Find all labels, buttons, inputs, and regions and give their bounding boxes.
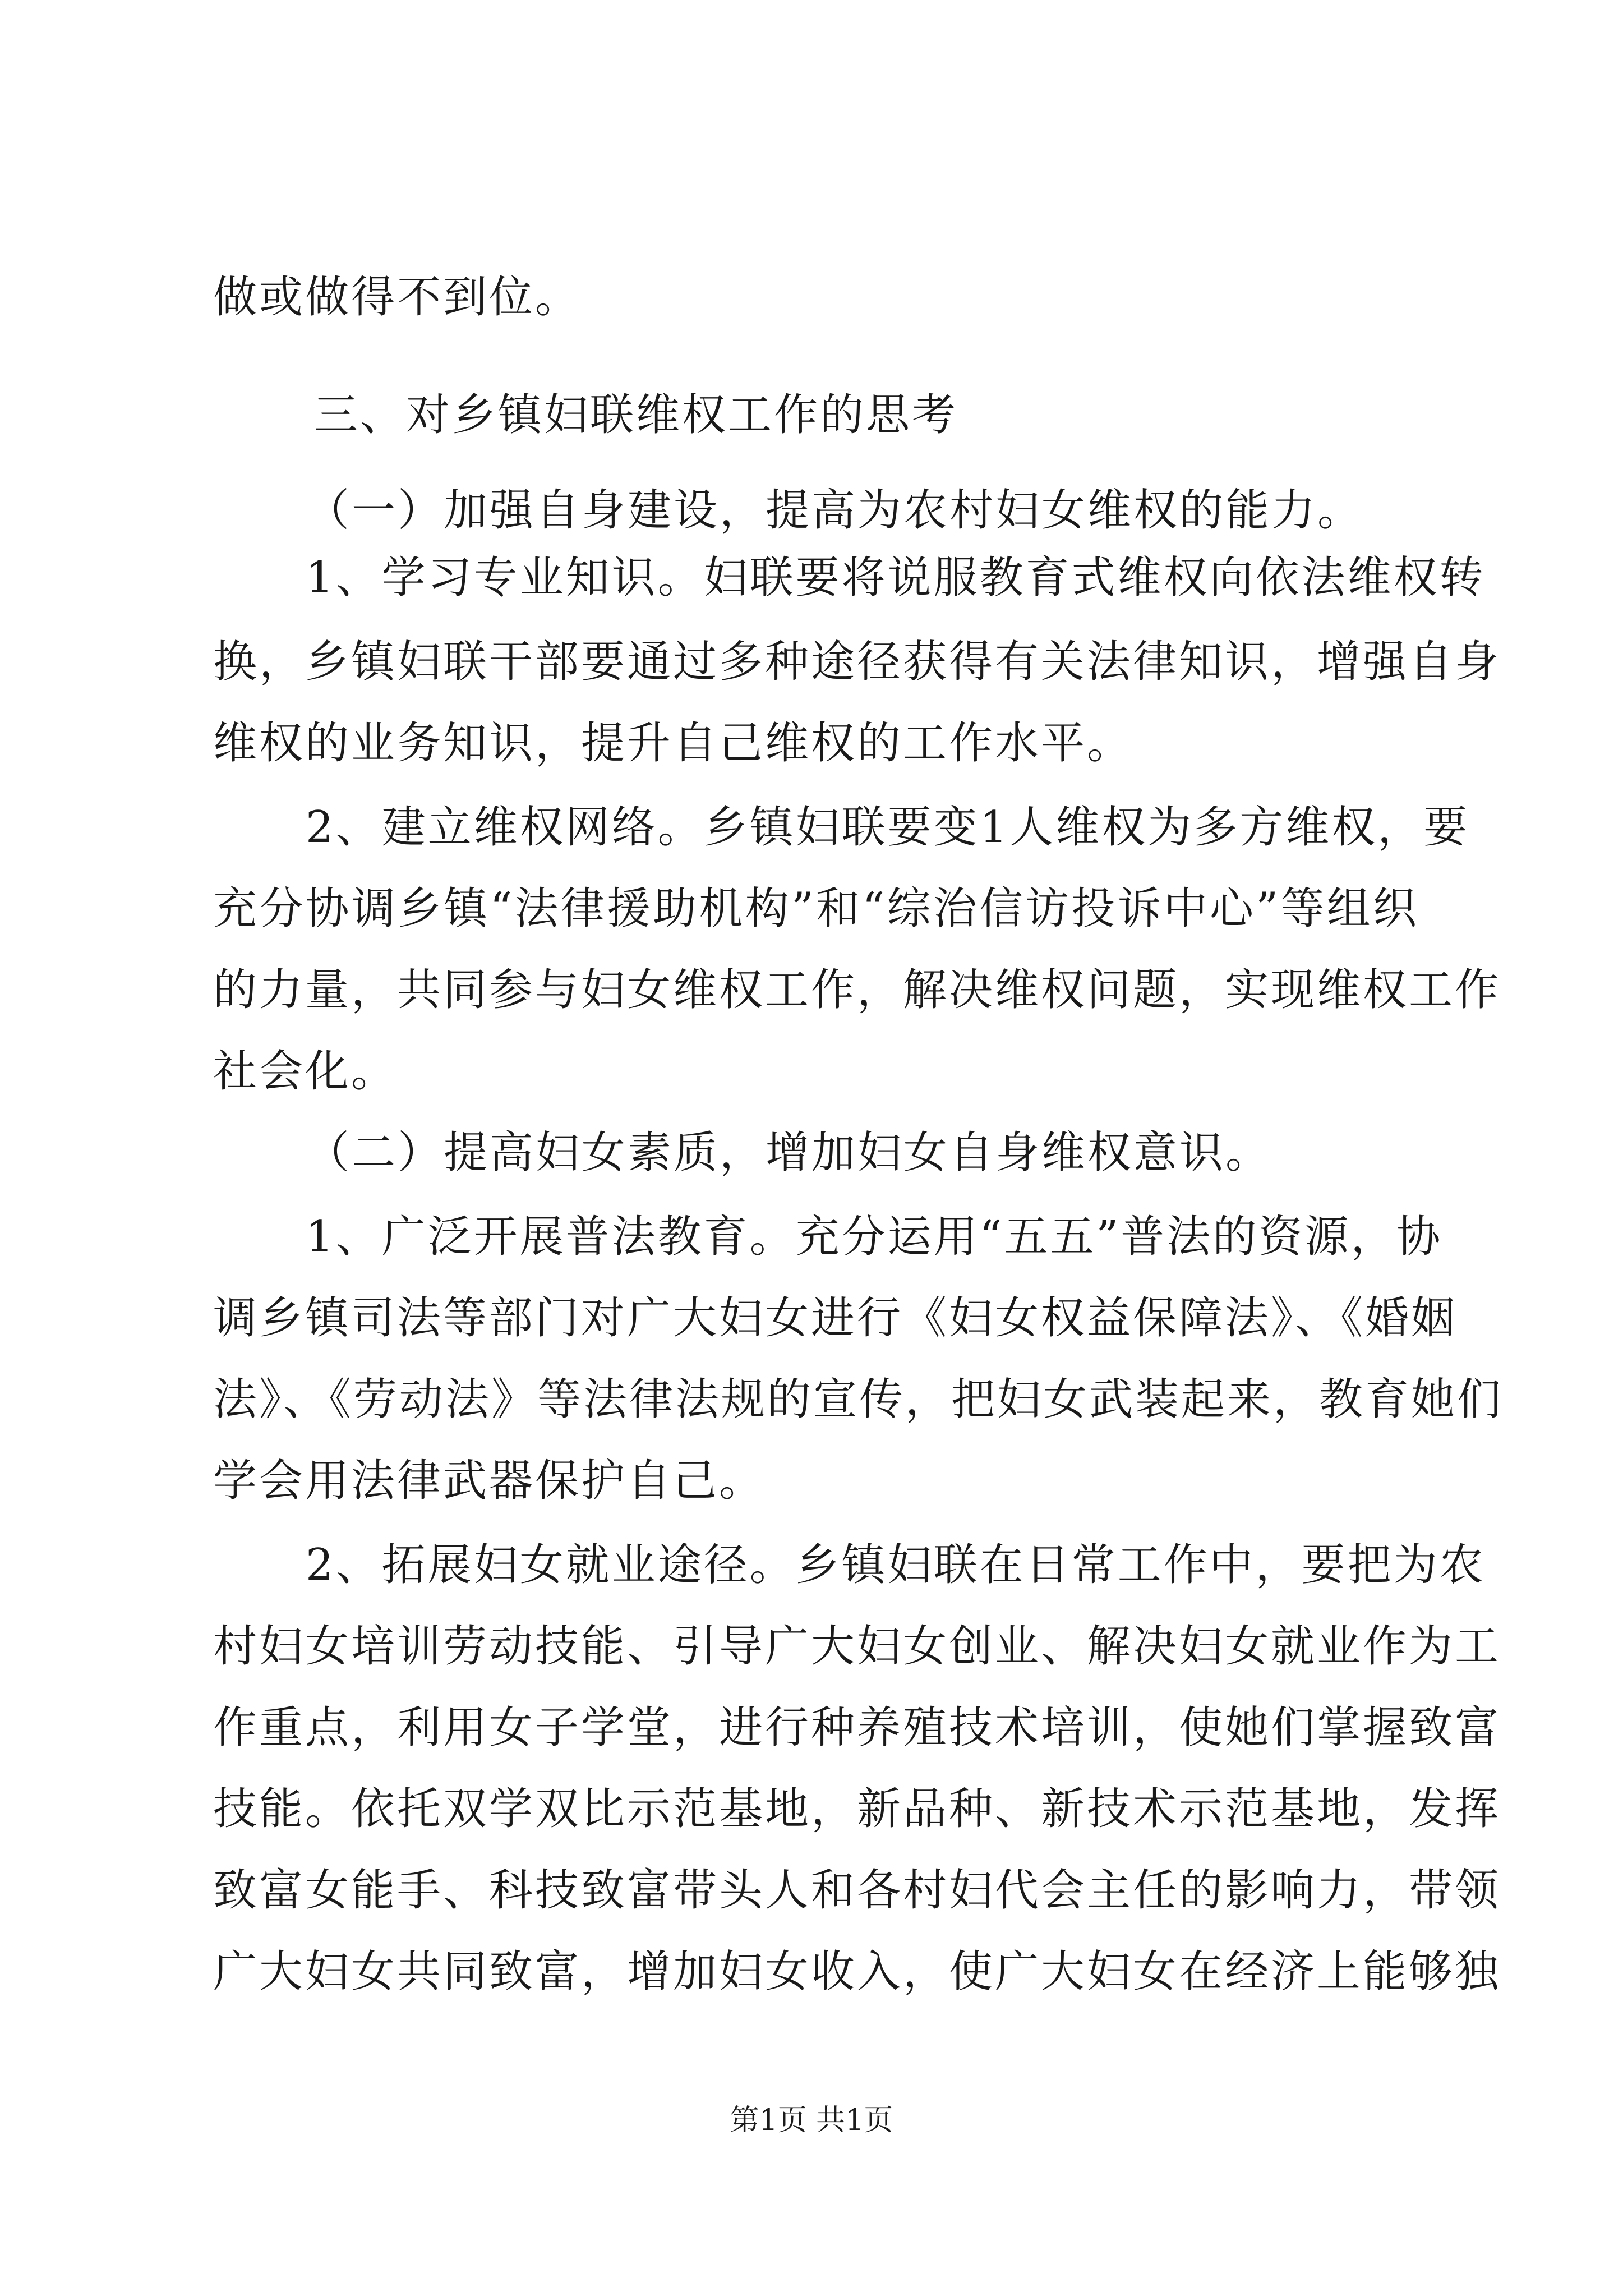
text-line-10: 社会化。: [213, 1046, 398, 1097]
text-line-14: 法》、《劳动法》等法律法规的宣传，把妇女武装起来，教育她们: [213, 1374, 1504, 1425]
text-line-21: 广大妇女共同致富，增加妇女收入，使广大妇女在经济上能够独: [213, 1947, 1501, 1997]
text-line-19: 技能。依托双学双比示范基地，新品种、新技术示范基地，发挥: [213, 1784, 1501, 1834]
text-line-20: 致富女能手、科技致富带头人和各村妇代会主任的影响力，带领: [213, 1865, 1501, 1916]
text-line-13: 调乡镇司法等部门对广大妇女进行《妇女权益保障法》、《婚姻: [213, 1293, 1458, 1343]
text-line-6: 维权的业务知识，提升自己维权的工作水平。: [213, 718, 1133, 769]
page-footer: 第1页 共1页: [730, 2104, 893, 2137]
text-line-12: 1、广泛开展普法教育。充分运用“五五”普法的资源，协: [306, 1212, 1443, 1262]
text-line-5: 换，乡镇妇联干部要通过多种途径获得有关法律知识，增强自身: [213, 637, 1501, 687]
subsection-heading-2: （二）提高妇女素质，增加妇女自身维权意识。: [306, 1128, 1272, 1178]
text-line-9: 的力量，共同参与妇女维权工作，解决维权问题，实现维权工作: [213, 965, 1501, 1015]
text-line-16: 2、拓展妇女就业途径。乡镇妇联在日常工作中，要把为农: [306, 1540, 1486, 1590]
text-line-8: 充分协调乡镇“法律援助机构”和“综治信访投诉中心”等组织: [213, 884, 1419, 934]
subsection-heading-1: （一）加强自身建设，提高为农村妇女维权的能力。: [306, 485, 1364, 536]
text-line-15: 学会用法律武器保护自己。: [213, 1456, 766, 1506]
text-line-7: 2、建立维权网络。乡镇妇联要变1人维权为多方维权，要: [306, 802, 1470, 853]
text-line-1: 做或做得不到位。: [213, 272, 582, 323]
text-line-17: 村妇女培训劳动技能、引导广大妇女创业、解决妇女就业作为工: [213, 1621, 1501, 1672]
section-heading-3: 三、对乡镇妇联维权工作的思考: [314, 390, 958, 440]
text-line-4: 1、学习专业知识。妇联要将说服教育式维权向依法维权转: [306, 553, 1486, 603]
text-line-18: 作重点，利用女子学堂，进行种养殖技术培训，使她们掌握致富: [213, 1703, 1501, 1753]
